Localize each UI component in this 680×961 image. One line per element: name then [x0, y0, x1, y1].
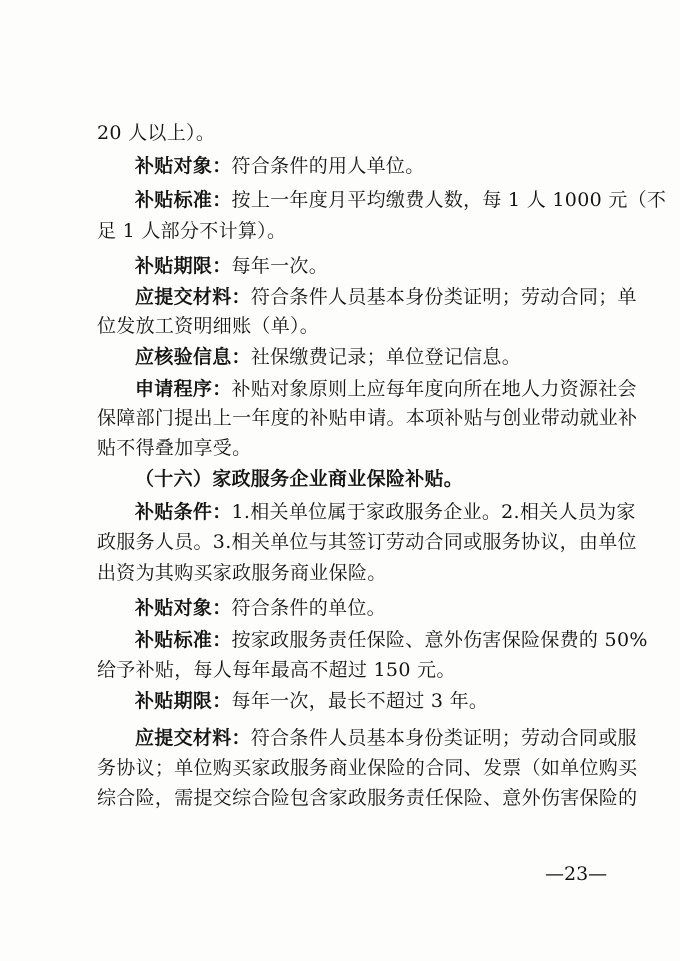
- text-line: [97, 314, 607, 338]
- text-line: [97, 658, 607, 682]
- field-label: 补贴对象：: [135, 597, 232, 619]
- field-label: 应提交材料：: [135, 727, 251, 749]
- paragraph-text: 给予补贴，每人每年最高不超过 150 元。: [97, 659, 456, 681]
- paragraph-text: 出资为其购买家政服务商业保险。: [97, 562, 387, 584]
- field-line: [135, 500, 636, 524]
- field-label: 补贴条件：: [135, 501, 232, 523]
- field-label: 补贴标准：: [135, 629, 232, 651]
- field-line: [135, 345, 607, 369]
- field-value: 补贴对象原则上应每年度向所在地人力资源社会: [231, 378, 637, 400]
- paragraph-text: 20 人以上）。: [97, 122, 216, 144]
- text-line: [97, 219, 607, 243]
- paragraph-text: 政服务人员。3.相关单位与其签订劳动合同或服务协议，由单位: [97, 531, 637, 553]
- paragraph-text: 贴不得叠加享受。: [97, 437, 252, 459]
- text-line: [97, 786, 638, 810]
- field-value: 每年一次，最长不超过 3 年。: [231, 690, 489, 712]
- field-label: 申请程序：: [135, 378, 232, 400]
- field-value: 按家政服务责任保险、意外伤害保险保费的 50%: [231, 629, 648, 651]
- section-heading-text: （十六）家政服务企业商业保险补贴。: [135, 468, 464, 490]
- field-line: [135, 377, 637, 401]
- text-line: [97, 561, 607, 585]
- text-line: [97, 406, 638, 430]
- field-value: 社保缴费记录；单位登记信息。: [250, 346, 522, 368]
- field-value: 符合条件的单位。: [231, 597, 386, 619]
- field-line: [135, 628, 648, 652]
- paragraph-text: 务协议；单位购买家政服务商业保险的合同、发票（如单位购买: [97, 757, 638, 779]
- paragraph-text: 位发放工资明细账（单）。: [97, 315, 320, 337]
- field-value: 符合条件人员基本身份类证明；劳动合同；单: [250, 286, 637, 308]
- field-line: [135, 188, 667, 212]
- section-heading: [135, 467, 607, 491]
- field-value: 符合条件人员基本身份类证明；劳动合同或服: [250, 727, 637, 749]
- field-value: 每年一次。: [231, 255, 329, 277]
- paragraph-text: 保障部门提出上一年度的补贴申请。本项补贴与创业带动就业补: [97, 407, 638, 429]
- page-number: —23—: [545, 863, 608, 885]
- field-label: 补贴期限：: [135, 255, 232, 277]
- field-label: 应核验信息：: [135, 346, 251, 368]
- text-line: [97, 121, 607, 145]
- field-label: 补贴对象：: [135, 155, 232, 177]
- text-line: [97, 756, 638, 780]
- field-line: [135, 596, 607, 620]
- paragraph-text: 综合险，需提交综合险包含家政服务责任保险、意外伤害保险的: [97, 787, 638, 809]
- field-value: 符合条件的用人单位。: [231, 155, 425, 177]
- field-line: [135, 254, 607, 278]
- field-line: [135, 154, 607, 178]
- field-value: 按上一年度月平均缴费人数，每 1 人 1000 元（不: [231, 189, 667, 211]
- field-line: [135, 285, 637, 309]
- text-line: [97, 436, 607, 460]
- field-line: [135, 689, 607, 713]
- field-label: 补贴标准：: [135, 189, 232, 211]
- text-line: [97, 530, 637, 554]
- paragraph-text: 足 1 人部分不计算）。: [97, 220, 287, 242]
- field-label: 补贴期限：: [135, 690, 232, 712]
- field-value: 1.相关单位属于家政服务企业。2.相关人员为家: [231, 501, 636, 523]
- field-line: [135, 726, 637, 750]
- field-label: 应提交材料：: [135, 286, 251, 308]
